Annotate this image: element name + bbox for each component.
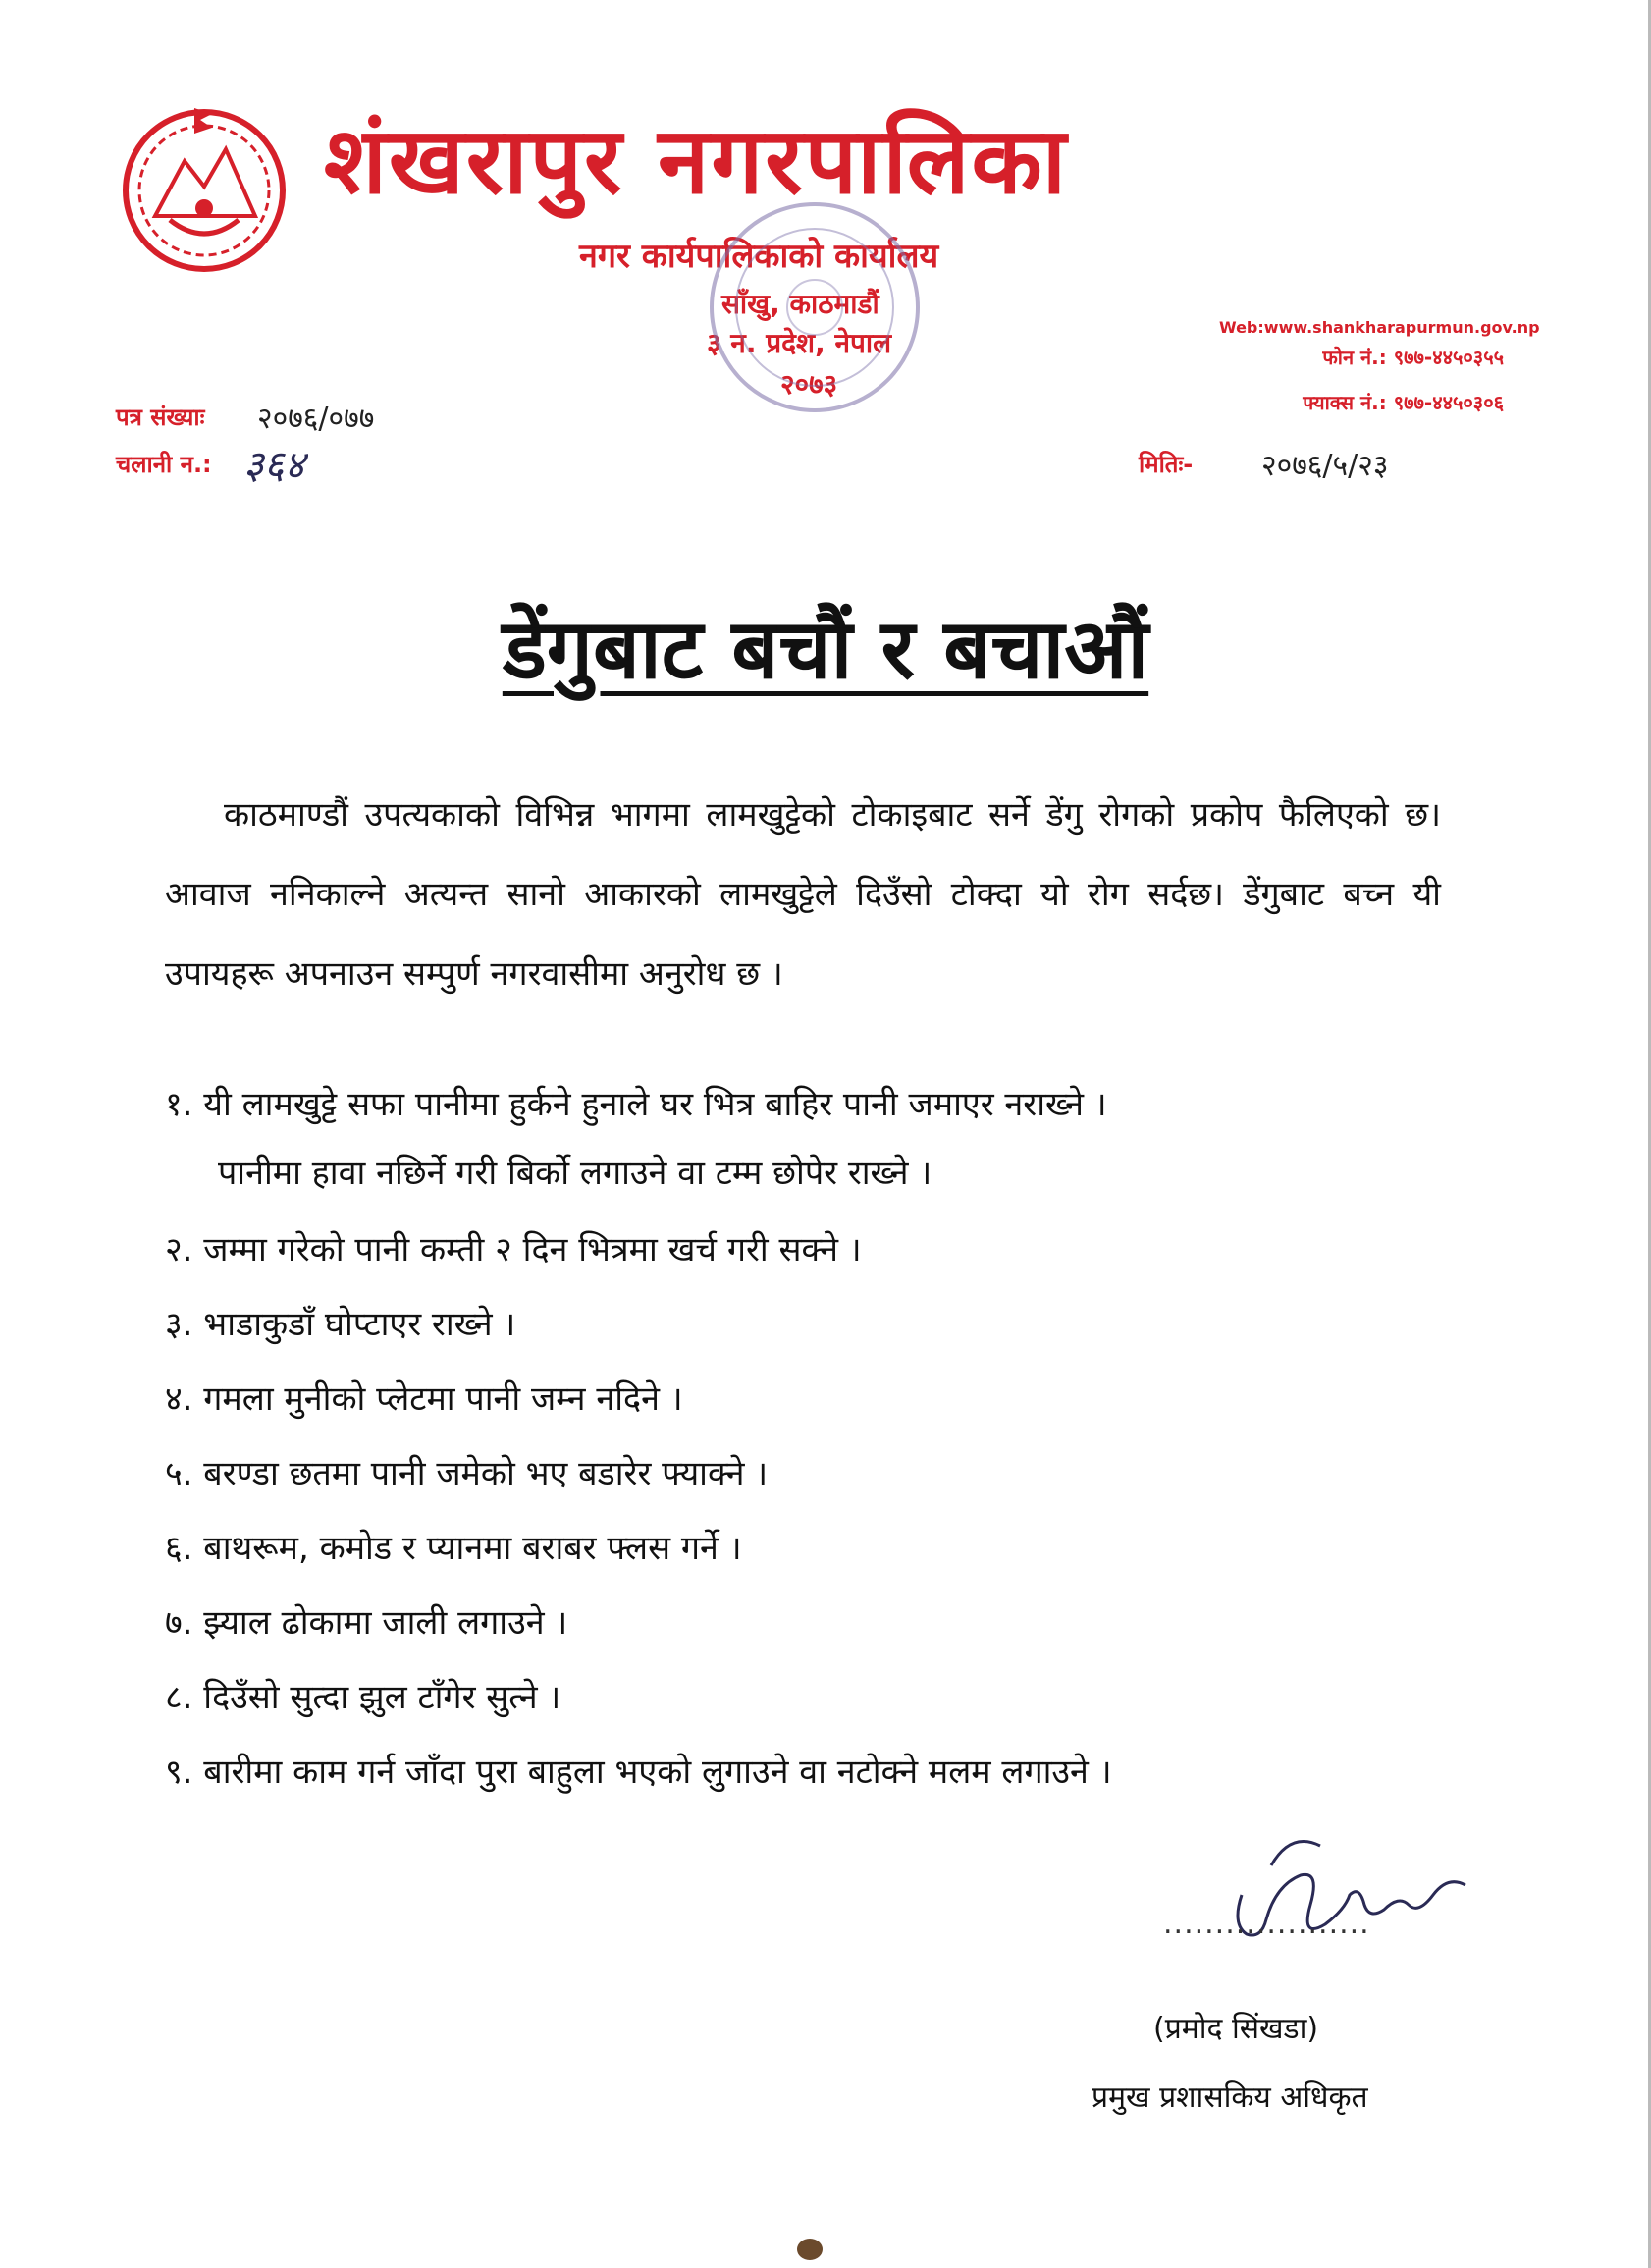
signer-title: प्रमुख प्रशासकिय अधिकृत (1092, 2080, 1368, 2115)
address-line-1: साँखु, काठमाडौं (721, 288, 879, 320)
date-label: मितिः- (1139, 451, 1194, 478)
website: Web:www.shankharapurmun.gov.np (1219, 318, 1540, 337)
notice-intro: काठमाण्डौं उपत्यकाको विभिन्न भागमा लामखुट्टेको टोकाइबाट सर्ने डेंगु रोगको प्रकोप फैलिएको छ।आवाज ननिकाल्ने अत्यन्त सानो आकारको लामखुट्टेले दिउँसो टोक्दा यो रोग सर्दछ। डेंगुबाट बच्न यी उपायहरू अपनाउन सम्पुर्ण नगरवासीमा अनुरोध छ । (165, 795, 1441, 994)
notice-title (0, 589, 1651, 702)
fax-number: फ्याक्स नं.: ९७७-४४५०३०६ (1303, 391, 1504, 414)
list-item: पानीमा हावा नछिर्ने गरी बिर्को लगाउने वा टम्म छोपेर राख्ने । (218, 1154, 932, 1193)
nepal-emblem-icon (116, 100, 293, 277)
notice-title-text: डेंगुबाट बचौं र बचाऔं (502, 601, 1149, 697)
list-item: ३. भाडाकुडाँ घोप्टाएर राख्ने । (165, 1305, 516, 1344)
org-name: शंखरापुर नगरपालिका (324, 108, 1069, 215)
signer-name: (प्रमोद सिंखडा) (1153, 2012, 1319, 2046)
dispatch-no-label: चलानी न.: (116, 451, 212, 478)
letter-no-value: २०७६/०७७ (257, 402, 375, 436)
list-item: ८. दिउँसो सुत्दा झुल टाँगेर सुत्ने । (165, 1678, 561, 1717)
office-name: नगर कार्यपालिकाको कार्यालय (579, 237, 939, 276)
list-item: २. जम्मा गरेको पानी कम्ती २ दिन भित्रमा खर्च गरी सक्ने । (165, 1230, 862, 1269)
list-item: ७. झ्याल ढोकामा जाली लगाउने । (165, 1603, 568, 1643)
list-item: ६. बाथरूम, कमोड र प्यानमा बराबर फ्लस गर्ने । (165, 1529, 742, 1568)
list-item: ४. गमला मुनीको प्लेटमा पानी जम्न नदिने । (165, 1379, 683, 1419)
letter-no-label: पत्र संख्याः (116, 404, 205, 431)
date-value: २०७६/५/२३ (1261, 449, 1389, 483)
list-item: ९. बारीमा काम गर्न जाँदा पुरा बाहुला भएको लुगाउने वा नटोक्ने मलम लगाउने । (165, 1753, 1112, 1792)
scan-mark (797, 2239, 823, 2260)
address-line-2: ३ न. प्रदेश, नेपाल (707, 327, 892, 359)
established-year: २०७३ (780, 368, 838, 401)
phone-number: फोन नं.: ९७७-४४५०३५५ (1322, 346, 1504, 369)
dispatch-no-value: ३६४ (243, 443, 305, 488)
list-item: ५. बरण्डा छतमा पानी जमेको भए बडारेर फ्याक्ने । (165, 1454, 769, 1493)
handwritten-signature-icon (1153, 1826, 1507, 1973)
office-stamp-icon (667, 185, 962, 430)
list-item: १. यी लामखुट्टे सफा पानीमा हुर्कने हुनाले घर भित्र बाहिर पानी जमाएर नराख्ने । (165, 1085, 1107, 1124)
signature-line: .................... (1163, 1907, 1370, 1941)
